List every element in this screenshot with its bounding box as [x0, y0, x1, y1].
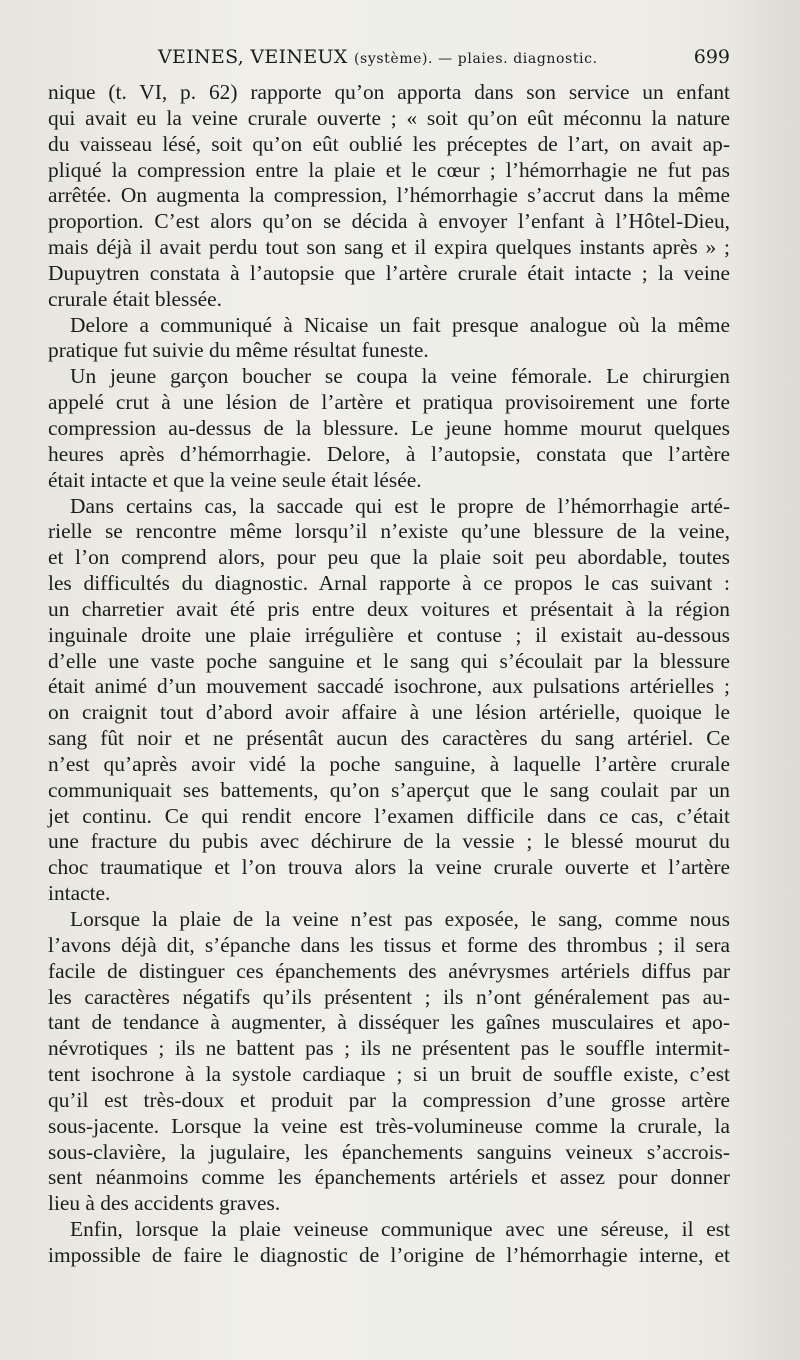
text-line: Delore a communiqué à Nicaise un fait presque analogue où la même: [70, 312, 730, 337]
running-title: [158, 46, 598, 68]
text-line: compression au-dessus de la blessure. Le jeune homme mourut quelques: [48, 415, 730, 440]
text-line: sang fût noir et ne présentât aucun des caractères du sang artériel. Ce: [48, 726, 730, 751]
text-line: intacte.: [48, 881, 111, 906]
text-line: facile de distinguer ces épanchements des anévrysmes artériels diffus par: [48, 958, 730, 983]
text-line: l’avons déjà dit, s’épanche dans les tissus et forme des thrombus ; il sera: [48, 932, 730, 957]
text-line: sous-jacente. Lorsque la veine est très-volumineuse comme la crurale, la: [48, 1113, 730, 1138]
text-line: et l’on comprend alors, pour peu que la plaie soit peu abordable, toutes: [48, 545, 730, 570]
text-line: communiquait ses battements, qu’on s’aperçut que le sang coulait par un: [48, 777, 730, 802]
text-line: les caractères négatifs qu’ils présentent ; ils n’ont généralement pas au-: [48, 984, 730, 1009]
text-line: tant de tendance à augmenter, à disséquer les gaînes musculaires et apo-: [48, 1010, 730, 1035]
text-line: impossible de faire le diagnostic de l’origine de l’hémorrhagie interne, et: [48, 1242, 730, 1267]
text-line: était animé d’un mouvement saccadé isochrone, aux pulsations artérielles ;: [48, 674, 730, 699]
text-line: une fracture du pubis avec déchirure de la vessie ; le blessé mourut du: [48, 829, 730, 854]
page-number: 699: [693, 46, 730, 68]
text-line: crurale était blessée.: [48, 286, 222, 311]
text-line: un charretier avait été pris entre deux voitures et présentait à la région: [48, 596, 730, 621]
page-edge-shadow: [730, 0, 800, 1360]
text-line: lieu à des accidents graves.: [48, 1191, 281, 1216]
text-line: on craignit tout d’abord avoir affaire à une lésion artérielle, quoique le: [48, 700, 730, 725]
text-line: tent isochrone à la systole cardiaque ; si un bruit de souffle existe, c’est: [48, 1062, 730, 1087]
text-line: Enfin, lorsque la plaie veineuse communique avec une séreuse, il est: [70, 1217, 730, 1242]
text-line: jet continu. Ce qui rendit encore l’examen difficile dans ce cas, c’était: [48, 803, 730, 828]
text-line: qui avait eu la veine crurale ouverte ; « soit qu’on eût méconnu la nature: [48, 105, 730, 130]
text-line: heures après d’hémorrhagie. Delore, à l’autopsie, constata que l’artère: [48, 441, 730, 466]
text-line: d’elle une vaste poche sanguine et le sang qui s’écoulait par la blessure: [48, 648, 730, 673]
text-line: du vaisseau lésé, soit qu’on eût oublié les préceptes de l’art, on avait ap-: [48, 131, 730, 156]
text-line: mais déjà il avait perdu tout son sang et il expira quelques instants après » ;: [48, 235, 730, 260]
text-line: appelé crut à une lésion de l’artère et pratiqua provisoirement une forte: [48, 390, 730, 415]
text-line: sent néanmoins comme les épanchements artériels et assez pour donner: [48, 1165, 730, 1190]
running-title-smallcaps: (système). — plaies. diagnostic.: [353, 51, 598, 67]
text-line: n’est qu’après avoir vidé la poche sanguine, à laquelle l’artère crurale: [48, 751, 730, 776]
text-line: proportion. C’est alors qu’on se décida à envoyer l’enfant à l’Hôtel-Dieu,: [48, 209, 730, 234]
text-line: choc traumatique et l’on trouva alors la veine crurale ouverte et l’artère: [48, 855, 730, 880]
running-header: [48, 44, 730, 74]
text-line: sous-clavière, la jugulaire, les épanchements sanguins veineux s’accrois-: [48, 1139, 730, 1164]
text-line: Dans certains cas, la saccade qui est le propre de l’hémorrhagie arté-: [70, 493, 730, 518]
text-line: arrêtée. On augmenta la compression, l’hémorrhagie s’accrut dans la même: [48, 183, 730, 208]
text-line: les difficultés du diagnostic. Arnal rapporte à ce propos le cas suivant :: [48, 571, 730, 596]
text-line: névrotiques ; ils ne battent pas ; ils ne présentent pas le souffle intermit-: [48, 1036, 730, 1061]
text-line: Un jeune garçon boucher se coupa la veine fémorale. Le chirurgien: [70, 364, 730, 389]
text-line: inguinale droite une plaie irrégulière et contuse ; il existait au-dessous: [48, 622, 730, 647]
text-line: qu’il est très-doux et produit par la compression d’une grosse artère: [48, 1087, 730, 1112]
text-line: Lorsque la plaie de la veine n’est pas exposée, le sang, comme nous: [70, 907, 730, 931]
text-line: nique (t. VI, p. 62) rapporte qu’on apporta dans son service un enfant: [48, 80, 730, 104]
body-text: [48, 80, 730, 1269]
running-title-main: VEINES, VEINEUX: [158, 46, 348, 68]
text-line: pratique fut suivie du même résultat funeste.: [48, 338, 429, 363]
text-line: rielle se rencontre même lorsqu’il n’existe qu’une blessure de la veine,: [48, 519, 730, 544]
text-line: pliqué la compression entre la plaie et le cœur ; l’hémorrhagie ne fut pas: [48, 157, 730, 182]
text-line: était intacte et que la veine seule était lésée.: [48, 467, 422, 492]
text-line: Dupuytren constata à l’autopsie que l’artère crurale était intacte ; la veine: [48, 260, 730, 285]
